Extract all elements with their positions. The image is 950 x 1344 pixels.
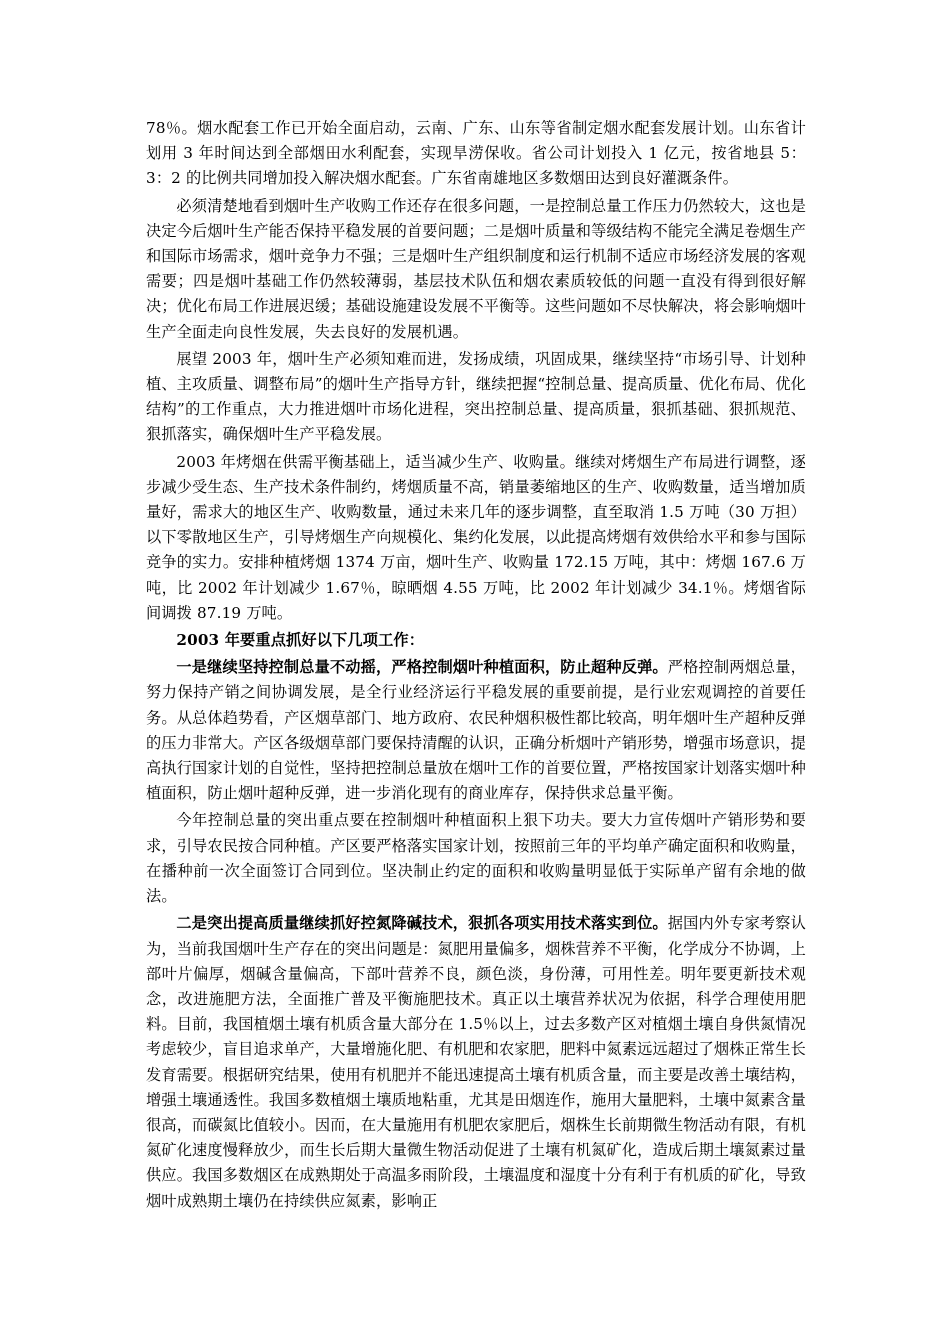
paragraph-7 bbox=[146, 808, 806, 909]
paragraph-text: 必须清楚地看到烟叶生产收购工作还存在很多问题，一是控制总量工作压力仍然较大，这也是决定今后烟叶生产能否保持平稳发展的首要问题；二是烟叶质量和等级结构不能完全满足卷烟生产和国际市场需求，烟叶竞争力不强；三是烟叶生产组织制度和运行机制不适应市场经济发展的客观需要；四是烟叶基础工作仍然较薄弱，基层技术队伍和烟农素质较低的问题一直没有得到很好解决；优化布局工作进展迟缓；基础设施建设发展不平衡等。这些问题如不尽快解决，将会影响烟叶生产全面走向良性发展，失去良好的发展机遇。 bbox=[146, 196, 806, 341]
paragraph-8 bbox=[146, 911, 806, 1213]
paragraph-1 bbox=[146, 116, 806, 192]
paragraph-lead: 一是继续坚持控制总量不动摇，严格控制烟叶种植面积，防止超种反弹。 bbox=[176, 658, 668, 677]
paragraph-text: 今年控制总量的突出重点要在控制烟叶种植面积上狠下功夫。要大力宣传烟叶产销形势和要求，引导农民按合同种植。产区要严格落实国家计划，按照前三年的平均单产确定面积和收购量，在播种前一次全面签订合同到位。坚决制止约定的面积和收购量明显低于实际单产留有余地的做法。 bbox=[146, 811, 806, 906]
paragraph-lead: 二是突出提高质量继续抓好控氮降碱技术，狠抓各项实用技术落实到位。 bbox=[176, 914, 668, 933]
paragraph-3 bbox=[146, 347, 806, 448]
paragraph-6 bbox=[146, 655, 806, 806]
paragraph-text: 2003 年烤烟在供需平衡基础上，适当减少生产、收购量。继续对烤烟生产布局进行调整，逐步减少受生态、生产技术条件制约，烤烟质量不高，销量萎缩地区的生产、收购数量，适当增加质量好，需求大的地区生产、收购数量，通过未来几年的逐步调整，直至取消 1.5 万吨（30 万担）以下零散地区生产，引导烤烟生产向规模化、集约化发展，以此提高烤烟有效供给水平和参与国际竞争的实力。安排种植烤烟 1374 万亩，烟叶生产、收购量 172.15 万吨，其中：烤烟 167.6 万吨，比 2002 年计划减少 1.67％，晾晒烟 4.55 万吨，比 2002 年计划减少 34.1％。烤烟省际间调拨 87.19 万吨。 bbox=[146, 452, 806, 622]
paragraph-text: 据国内外专家考察认为，当前我国烟叶生产存在的突出问题是：氮肥用量偏多，烟株营养不平衡，化学成分不协调，上部叶片偏厚，烟碱含量偏高，下部叶营养不良，颜色淡，身份薄，可用性差。明年要更新技术观念，改进施肥方法，全面推广普及平衡施肥技术。真正以土壤营养状况为依据，科学合理使用肥料。目前，我国植烟土壤有机质含量大部分在 1.5％以上，过去多数产区对植烟土壤自身供氮情况考虑较少，盲目追求单产，大量增施化肥、有机肥和农家肥，肥料中氮素远远超过了烟株正常生长发育需要。根据研究结果，使用有机肥并不能迅速提高土壤有机质含量，而主要是改善土壤结构，增强土壤通透性。我国多数植烟土壤质地粘重，尤其是田烟连作，施用大量肥料，土壤中氮素含量很高，而碳氮比值较小。因而，在大量施用有机肥农家肥后，烟株生长前期微生物活动有限，有机氮矿化速度慢释放少，而生长后期大量微生物活动促进了土壤有机氮矿化，造成后期土壤氮素过量供应。我国多数烟区在成熟期处于高温多雨阶段，土壤温度和湿度十分有利于有机质的矿化，导致烟叶成熟期土壤仍在持续供应氮素，影响正 bbox=[146, 914, 806, 1210]
paragraph-text: 78％。烟水配套工作已开始全面启动，云南、广东、山东等省制定烟水配套发展计划。山东省计划用 3 年时间达到全部烟田水利配套，实现旱涝保收。省公司计划投入 1 亿元，按省地县 5：3：2 的比例共同增加投入解决烟水配套。广东省南雄地区多数烟田达到良好灌溉条件。 bbox=[146, 119, 806, 188]
paragraph-4 bbox=[146, 450, 806, 626]
paragraph-2 bbox=[146, 194, 806, 345]
heading-text: 2003 年要重点抓好以下几项工作： bbox=[176, 631, 425, 650]
paragraph-text: 展望 2003 年，烟叶生产必须知难而进，发扬成绩，巩固成果，继续坚持“市场引导、计划种植、主攻质量、调整布局”的烟叶生产指导方针，继续把握“控制总量、提高质量、优化布局、优化结构”的工作重点，大力推进烟叶市场化进程，突出控制总量、提高质量，狠抓基础、狠抓规范、狠抓落实，确保烟叶生产平稳发展。 bbox=[146, 349, 807, 444]
section-heading bbox=[146, 628, 806, 653]
paragraph-text: 严格控制两烟总量，努力保持产销之间协调发展，是全行业经济运行平稳发展的重要前提，是行业宏观调控的首要任务。从总体趋势看，产区烟草部门、地方政府、农民种烟积极性都比较高，明年烟叶生产超种反弹的压力非常大。产区各级烟草部门要保持清醒的认识，正确分析烟叶产销形势，增强市场意识，提高执行国家计划的自觉性，坚持把控制总量放在烟叶工作的首要位置，严格按国家计划落实烟叶种植面积，防止烟叶超种反弹，进一步消化现有的商业库存，保持供求总量平衡。 bbox=[146, 658, 806, 803]
document-page bbox=[146, 116, 806, 1216]
